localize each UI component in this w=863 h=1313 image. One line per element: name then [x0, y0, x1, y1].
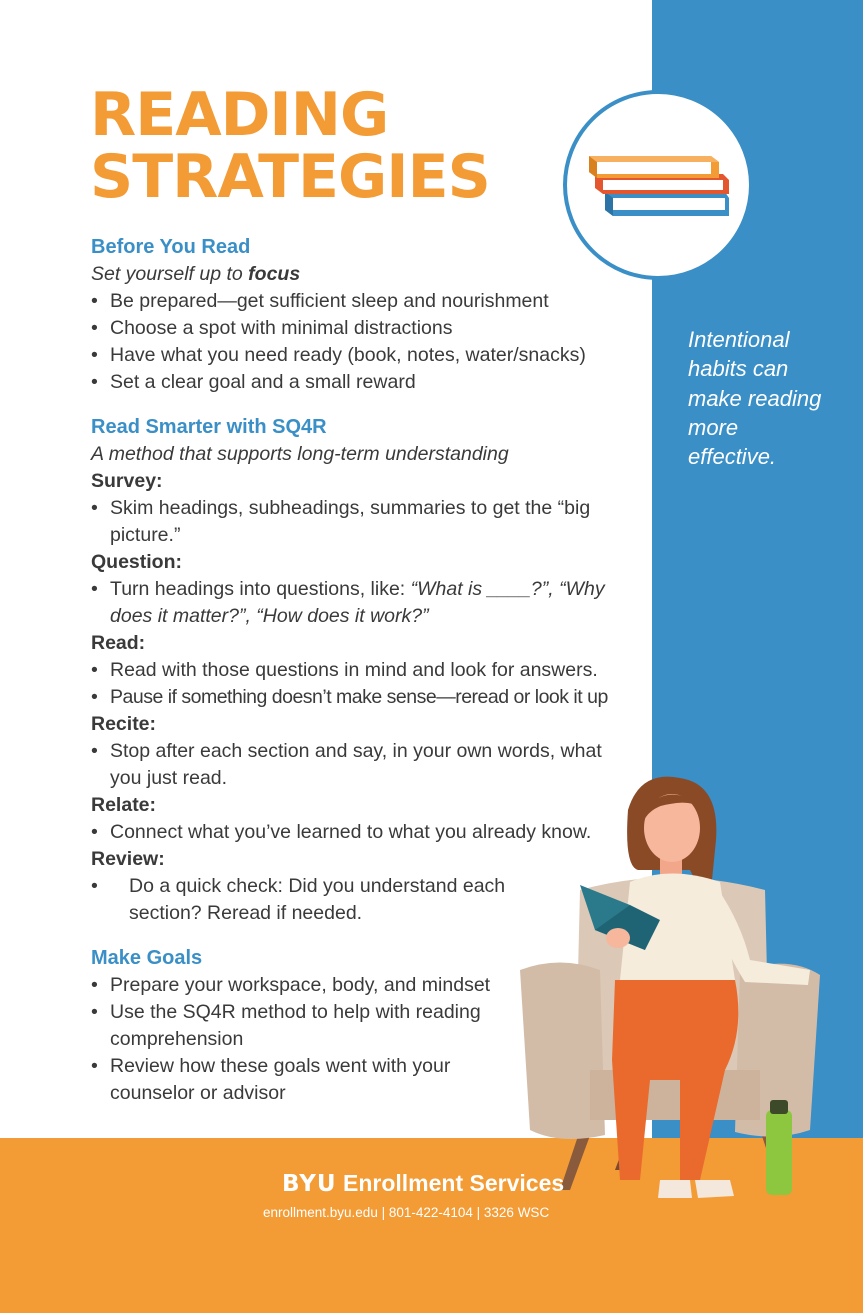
list-item: • Review how these goals went with your counselor or advisor [91, 1053, 511, 1107]
section-subtitle: Set yourself up to focus [91, 263, 301, 285]
before-list [91, 288, 631, 396]
step-label-recite: Recite: [91, 713, 157, 735]
list-item: • Turn headings into questions, like: “What is ____?”, “Why does it matter?”, “How does it work?” [91, 576, 631, 630]
section-heading-make-goals: Make Goals [91, 947, 203, 969]
page-title: READING STRATEGIES [90, 80, 490, 212]
list-item: • Connect what you’ve learned to what you already know. [91, 819, 631, 846]
list-item: • Choose a spot with minimal distractions [91, 315, 631, 342]
list-item: • Read with those questions in mind and look for answers. [91, 657, 631, 684]
list-item: • Be prepared—get sufficient sleep and nourishment [91, 288, 631, 315]
list-item: • Do a quick check: Did you understand each section? Reread if needed. [91, 873, 529, 927]
list-item: • Set a clear goal and a small reward [91, 369, 631, 396]
step-label-question: Question: [91, 551, 182, 573]
step-label-review: Review: [91, 848, 165, 870]
list-item: • Have what you need ready (book, notes, water/snacks) [91, 342, 631, 369]
section-subtitle: A method that supports long-term understanding [91, 443, 509, 465]
list-item: • Use the SQ4R method to help with reading comprehension [91, 999, 511, 1053]
footer-contact: enrollment.byu.edu | 801-422-4104 | 3326 WSC [263, 1205, 550, 1220]
list-item: • Prepare your workspace, body, and mindset [91, 972, 511, 999]
byu-logo-text: BYU [282, 1171, 337, 1197]
step-label-read: Read: [91, 632, 146, 654]
list-item: • Skim headings, subheadings, summaries to get the “big picture.” [91, 495, 631, 549]
step-label-relate: Relate: [91, 794, 157, 816]
footer-brand: BYU Enrollment Services [282, 1170, 565, 1197]
list-item: • Pause if something doesn’t make sense—reread or look it up [91, 684, 631, 711]
reading-woman-illustration [520, 770, 840, 1215]
step-label-survey: Survey: [91, 470, 163, 492]
section-heading-sq4r: Read Smarter with SQ4R [91, 416, 327, 438]
section-heading-before-you-read: Before You Read [91, 236, 251, 258]
tagline: Intentional habits can make reading more effective. [688, 327, 822, 470]
list-item: • Stop after each section and say, in your own words, what you just read. [91, 738, 631, 792]
